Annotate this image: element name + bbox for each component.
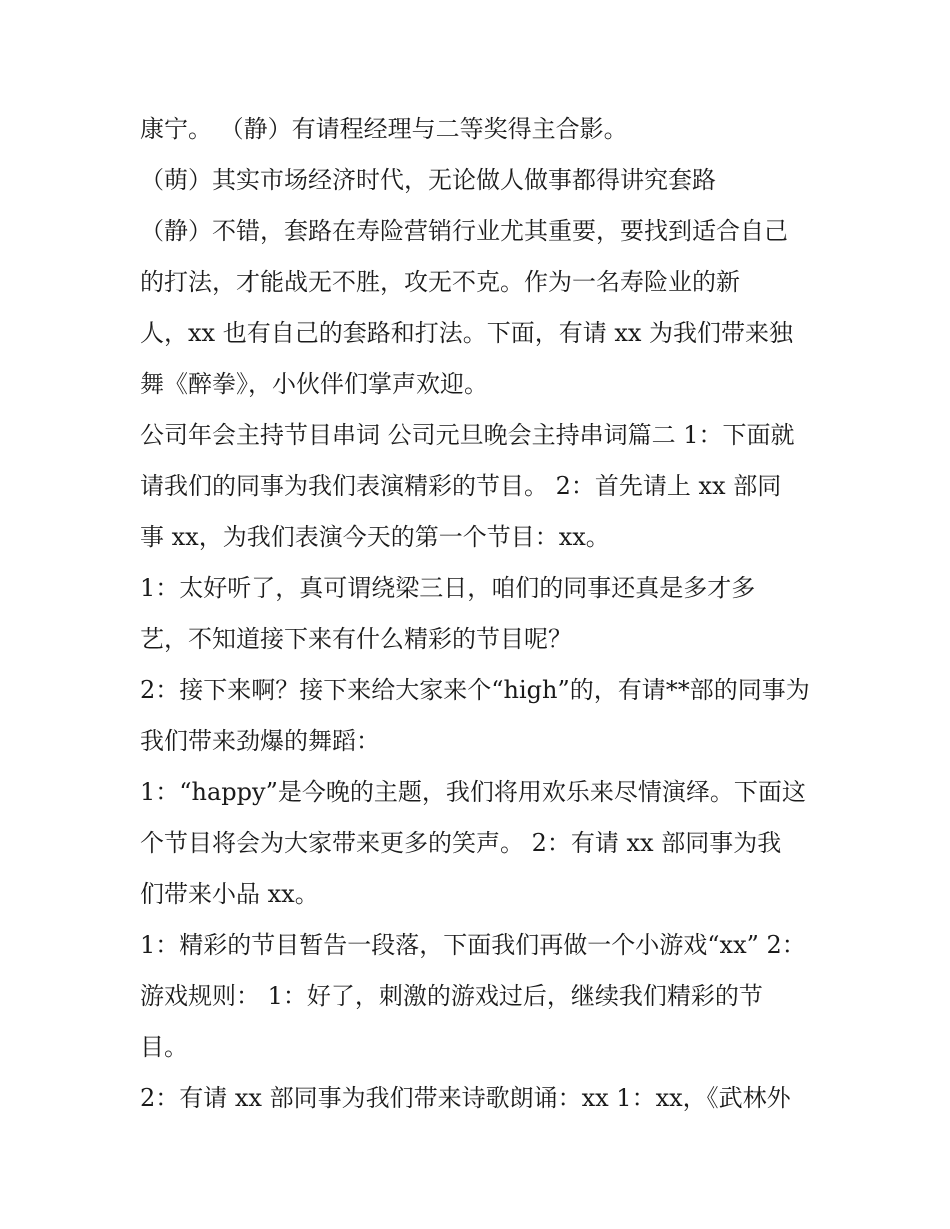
text-line: 公司年会主持节目串词 公司元旦晚会主持串词篇二 1：下面就 — [140, 421, 795, 449]
document-body — [140, 104, 820, 1124]
text-line: （萌）其实市场经济时代，无论做人做事都得讲究套路 — [140, 166, 716, 194]
text-line: 1：“happy”是今晚的主题，我们将用欢乐来尽情演绎。下面这 — [140, 778, 806, 806]
text-line: 2：有请 xx 部同事为我们带来诗歌朗诵：xx 1：xx，《武林外 — [140, 1084, 791, 1112]
text-line: 康宁。 （静）有请程经理与二等奖得主合影。 — [140, 115, 628, 143]
text-line: 我们带来劲爆的舞蹈： — [140, 727, 380, 755]
text-line: 人，xx 也有自己的套路和打法。下面，有请 xx 为我们带来独 — [140, 319, 794, 347]
text-line: 游戏规则： 1：好了，刺激的游戏过后，继续我们精彩的节 — [140, 982, 763, 1010]
text-line: （静）不错，套路在寿险营销行业尤其重要，要找到适合自己 — [140, 217, 788, 245]
text-line: 们带来小品 xx。 — [140, 880, 319, 908]
text-line: 个节目将会为大家带来更多的笑声。 2：有请 xx 部同事为我 — [140, 829, 782, 857]
text-line: 舞《醉拳》，小伙伴们掌声欢迎。 — [140, 370, 488, 398]
text-line: 事 xx，为我们表演今天的第一个节目：xx。 — [140, 523, 610, 551]
text-line: 1：精彩的节目暂告一段落，下面我们再做一个小游戏“xx” 2： — [140, 931, 806, 959]
text-line: 请我们的同事为我们表演精彩的节目。 2：首先请上 xx 部同 — [140, 472, 782, 500]
text-line: 的打法，才能战无不胜，攻无不克。作为一名寿险业的新 — [140, 268, 740, 296]
text-line: 2：接下来啊？接下来给大家来个“high”的，有请**部的同事为 — [140, 676, 810, 704]
text-line: 目。 — [140, 1033, 188, 1061]
text-line: 1：太好听了，真可谓绕梁三日，咱们的同事还真是多才多 — [140, 574, 756, 602]
text-line: 艺，不知道接下来有什么精彩的节目呢？ — [140, 625, 572, 653]
